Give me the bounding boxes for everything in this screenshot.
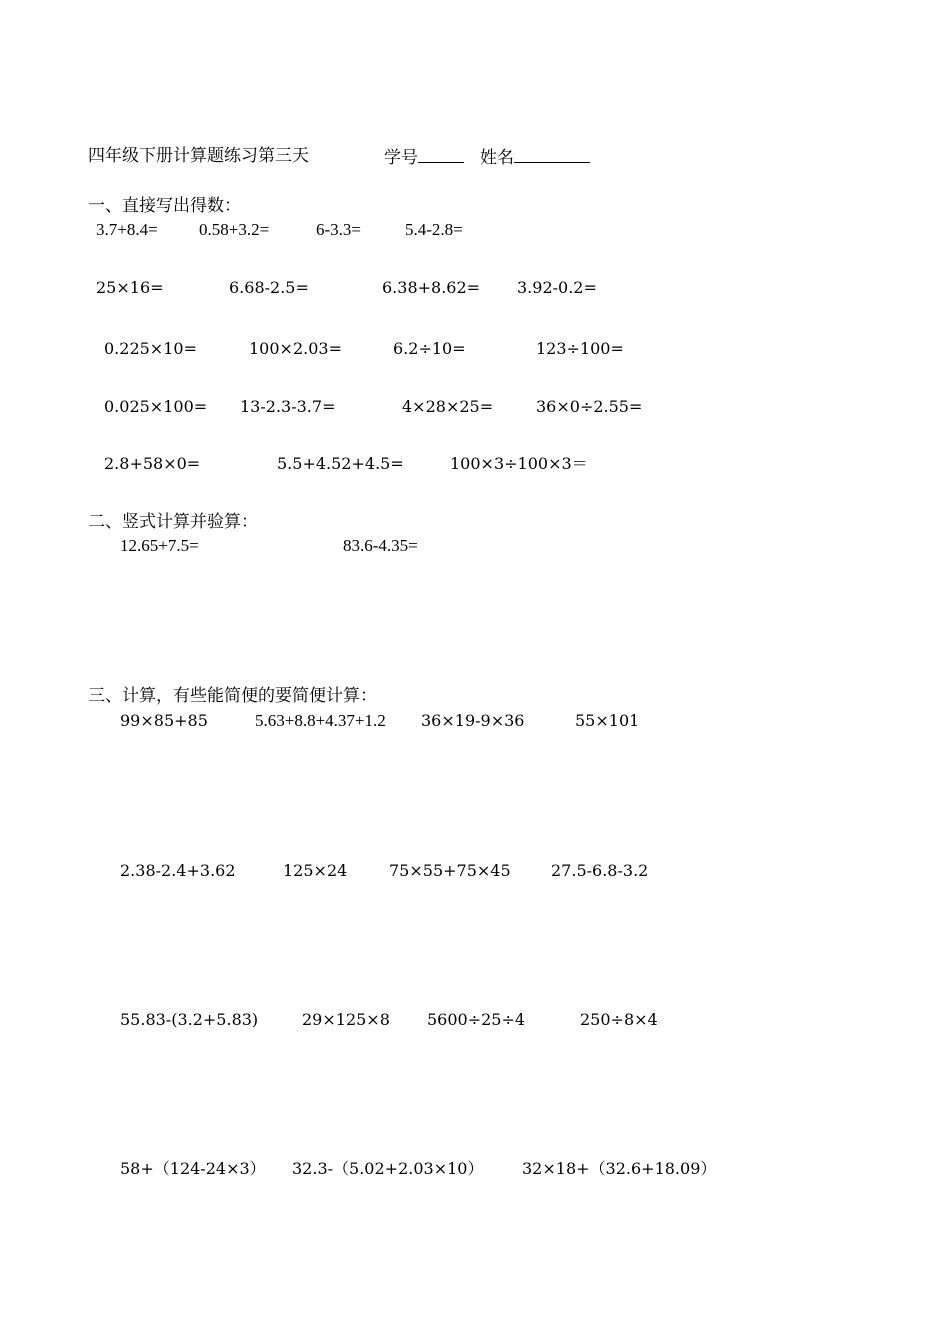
problem: 0.225×10= xyxy=(104,339,197,358)
problem: 5600÷25÷4 xyxy=(427,1010,526,1029)
problem: 250÷8×4 xyxy=(580,1010,658,1029)
problem: 55.83-(3.2+5.83) xyxy=(120,1010,259,1029)
problem: 5.63+8.8+4.37+1.2 xyxy=(255,711,386,730)
problem: 32×18+（32.6+18.09） xyxy=(522,1159,717,1178)
problem: 75×55+75×45 xyxy=(389,861,511,880)
problem: 99×85+85 xyxy=(120,711,208,730)
problem: 12.65+7.5= xyxy=(120,536,199,555)
name-field[interactable] xyxy=(480,146,590,168)
problem: 13-2.3-3.7= xyxy=(240,397,336,416)
student-number-label: 学号 xyxy=(384,148,418,168)
problem: 100×3÷100×3＝ xyxy=(450,454,588,473)
problem: 2.38-2.4+3.62 xyxy=(120,861,236,880)
problem: 100×2.03= xyxy=(249,339,342,358)
name-blank[interactable] xyxy=(514,146,590,163)
section3-heading: 三、计算，有些能简便的要简便计算： xyxy=(88,686,377,706)
student-number-blank[interactable] xyxy=(418,146,464,163)
problem: 5.4-2.8= xyxy=(405,220,463,239)
problem: 125×24 xyxy=(283,861,348,880)
problem: 5.5+4.52+4.5= xyxy=(277,454,404,473)
problem: 6-3.3= xyxy=(316,220,361,239)
problem: 6.38+8.62= xyxy=(382,278,481,297)
problem: 83.6-4.35= xyxy=(343,536,418,555)
problem: 3.92-0.2= xyxy=(517,278,597,297)
problem: 0.025×100= xyxy=(104,397,208,416)
worksheet-title: 四年级下册计算题练习第三天 xyxy=(88,146,309,166)
problem: 4×28×25= xyxy=(402,397,494,416)
problem: 32.3-（5.02+2.03×10） xyxy=(292,1159,484,1178)
problem: 0.58+3.2= xyxy=(199,220,270,239)
section1-heading: 一、直接写出得数： xyxy=(88,196,241,216)
problem: 58+（124-24×3） xyxy=(120,1159,266,1178)
problem: 36×0÷2.55= xyxy=(536,397,643,416)
problem: 55×101 xyxy=(575,711,640,730)
problem: 6.68-2.5= xyxy=(229,278,309,297)
name-label: 姓名 xyxy=(480,148,514,168)
problem: 3.7+8.4= xyxy=(96,220,158,239)
problem: 36×19-9×36 xyxy=(421,711,525,730)
problem: 29×125×8 xyxy=(302,1010,390,1029)
problem: 27.5-6.8-3.2 xyxy=(551,861,649,880)
section2-heading: 二、竖式计算并验算： xyxy=(88,512,258,532)
student-number-field[interactable] xyxy=(384,146,464,168)
problem: 123÷100= xyxy=(536,339,624,358)
problem: 2.8+58×0= xyxy=(104,454,201,473)
problem: 25×16= xyxy=(96,278,164,297)
problem: 6.2÷10= xyxy=(393,339,466,358)
